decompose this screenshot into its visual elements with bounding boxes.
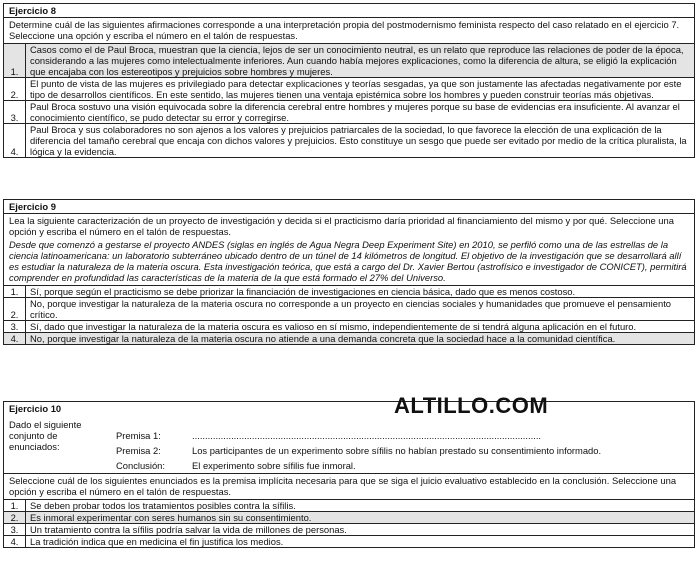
exercise-9 (3, 199, 695, 345)
exercise-10 (3, 393, 695, 548)
option-number: 1. (4, 44, 26, 77)
option-text: No, porque investigar la naturaleza de la materia oscura no atiende a una demanda concreta que la sociedad hace a la comunidad científica. (26, 333, 694, 344)
exercise-8-option-4[interactable] (4, 124, 694, 157)
exercise-8-title: Ejercicio 8 (4, 4, 694, 18)
conclusion-label: Conclusión: (116, 460, 165, 471)
conclusion-text: El experimento sobre sífilis fue inmoral. (192, 460, 356, 471)
exercise-10-title: Ejercicio 10 (9, 403, 62, 414)
option-text: Es inmoral experimentar con seres humanos sin su consentimiento. (26, 512, 694, 523)
exercise-10-instruction-text: Seleccione cuál de los siguientes enunciados es la premisa implícita necesaria para que se siga el juicio evaluativo establecido en la conclusión. Seleccione una opción y escriba el número en el talón de respuestas. (9, 475, 677, 497)
exercise-8-intro-text: Determine cuál de las siguientes afirmaciones corresponde a una interpretación propia del postmodernismo feminista respecto del caso relatado en el ejercicio 7. Seleccione una opción y escriba el número en el talón de respuestas. (9, 19, 680, 41)
option-number: 1. (4, 286, 26, 297)
option-number: 3. (4, 321, 26, 332)
option-number: 3. (4, 524, 26, 535)
premise-1-label: Premisa 1: (116, 430, 161, 441)
exercise-10-option-2[interactable] (4, 512, 694, 524)
option-text: El punto de vista de las mujeres es privilegiado para detectar explicaciones y teorías sesgadas, ya que son justamente las afectadas negativamente por este tipo de desarrollos científicos. En este sentido, las mujeres tienen una ventaja epistémica sobre los hombres y pueden construir teorías más objetivas. (30, 78, 682, 100)
premise-2-label: Premisa 2: (116, 445, 161, 456)
option-text: No, porque investigar la naturaleza de la materia oscura no corresponde a un proyecto en ciencias sociales y humanidades que promueve el pensamiento crítico. (30, 298, 672, 320)
option-number: 4. (4, 333, 26, 344)
watermark: ALTILLO.COM (394, 393, 549, 418)
option-text: Casos como el de Paul Broca, muestran que la ciencia, lejos de ser un conocimiento neutral, es un relato que reproduce las relaciones de poder de la época, considerando a las mujeres como intelectualmente inferiores. Aun cuando había mejores explicaciones, como la diferencia de altura, se eligió la explicación que encajaba con los estereotipos y prejuicios sobre hombres y mujeres. (26, 44, 694, 77)
exercise-8-option-3[interactable] (4, 101, 694, 124)
exercise-9-option-4[interactable] (4, 333, 694, 344)
exercise-9-intro-text: Lea la siguiente caracterización de un proyecto de investigación y decida si el practicismo daría prioridad al financiamiento del mismo y por qué. Seleccione una opción y escriba el número en el talón de respuestas. (9, 215, 674, 237)
exercise-10-option-4[interactable] (4, 536, 694, 547)
option-text: Paul Broca y sus colaboradores no son ajenos a los valores y prejuicios patriarcales de la sociedad, lo que favorece la elección de una explicación de la diferencia del tamaño cerebral que encaja con dichos valores y prejuicios. Esto constituye un sesgo que puede ser evitado por medio de la crítica pluralista, la lógica y la evidencia. (30, 124, 687, 157)
option-text: La tradición indica que en medicina el fin justifica los medios. (30, 536, 284, 547)
option-number: 4. (4, 124, 26, 157)
option-text: Se deben probar todos los tratamientos posibles contra la sífilis. (30, 500, 296, 511)
option-number: 1. (4, 500, 26, 511)
option-number: 2. (4, 78, 26, 100)
option-number: 3. (4, 101, 26, 123)
exercise-8 (3, 3, 695, 158)
option-text: Paul Broca sostuvo una visión equivocada sobre la diferencia cerebral entre hombres y mujeres porque su base de evidencias era insuficiente. Al avanzar el conocimiento científico, se pudo detectar su error y corregirse. (30, 101, 680, 123)
exercise-10-option-3[interactable] (4, 524, 694, 536)
exercise-10-premises (4, 415, 694, 474)
option-text: Sí, porque según el practicismo se debe priorizar la financiación de investigaciones en ciencia básica, dado que es menos costoso. (30, 286, 576, 297)
exercise-8-option-1[interactable] (4, 44, 694, 78)
exercise-9-title: Ejercicio 9 (4, 200, 694, 214)
exercise-10-given: Dado el siguiente conjunto de enunciados: (9, 419, 82, 452)
exercise-9-quote: Desde que comenzó a gestarse el proyecto ANDES (siglas en inglés de Agua Negra Deep Experiment Site) en 2010, se perfiló como una de las estrellas de la ciencia latinoamericana: un laboratorio subterráneo ubicado dentro de un túnel de 14 kilómetros de longitud. El objetivo de la investigación que se desarrollará allí es estudiar la naturaleza de la materia oscura. Esta investigación teórica, que está a cargo del Dr. Xavier Bertou (astrofísico e investigador de CONICET), permitirá comprender en profundidad las características de la materia de la que está formado el 27% del Universo. (9, 239, 687, 283)
exercise-9-intro (4, 214, 694, 286)
exercise-8-intro (4, 18, 694, 44)
premise-2-text: Los participantes de un experimento sobre sífilis no habían prestado su consentimiento informado. (192, 445, 602, 456)
option-number: 2. (4, 298, 26, 320)
exercise-9-option-3[interactable] (4, 321, 694, 333)
option-number: 4. (4, 536, 26, 547)
exercise-10-instruction (4, 474, 694, 500)
option-text: Sí, dado que investigar la naturaleza de la materia oscura es valioso en sí mismo, independientemente de si tendrá alguna aplicación en el futuro. (30, 321, 637, 332)
exercise-9-option-1[interactable] (4, 286, 694, 298)
option-text: Un tratamiento contra la sífilis podría salvar la vida de millones de personas. (30, 524, 347, 535)
exercise-8-option-2[interactable] (4, 78, 694, 101)
premise-1-blank: ...................................................................................................................................... (192, 430, 542, 441)
exercise-9-option-2[interactable] (4, 298, 694, 321)
option-number: 2. (4, 512, 26, 523)
exercise-10-option-1[interactable] (4, 500, 694, 512)
